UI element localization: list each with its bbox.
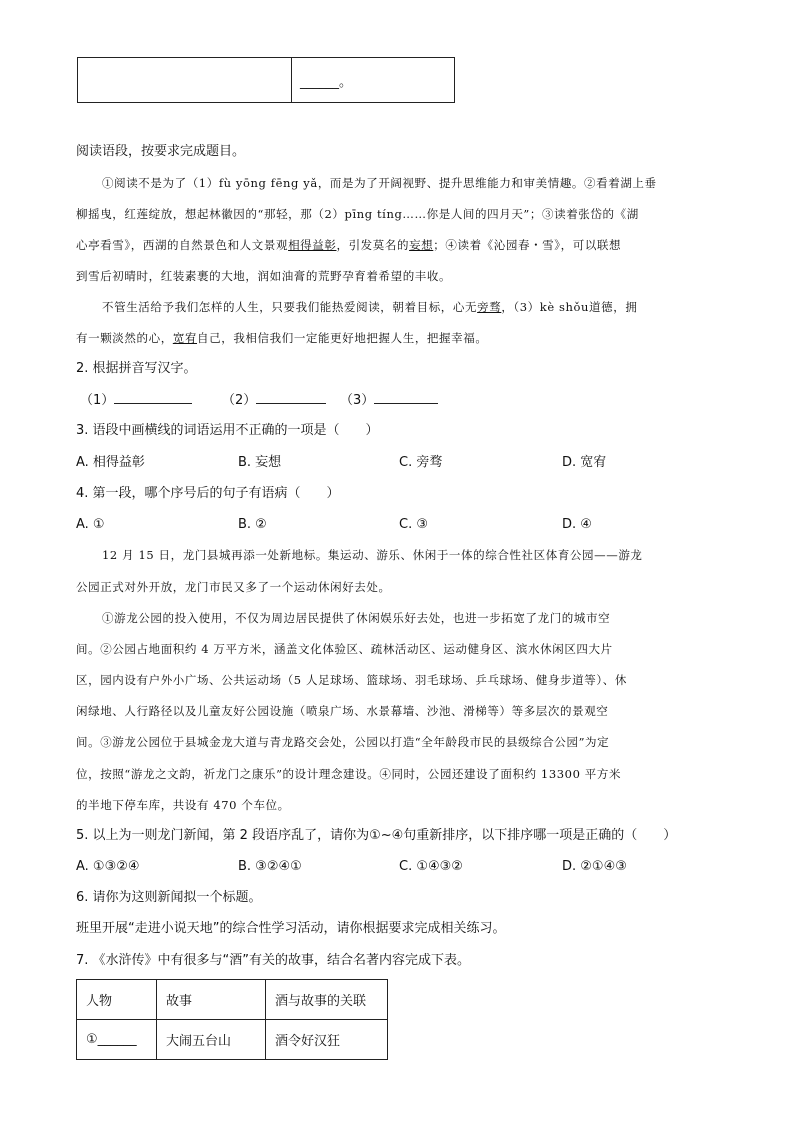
q4-option-a[interactable]: A. ① xyxy=(76,517,105,532)
question-7-title: 7. 《水浒传》中有很多与“酒”有关的故事，结合名著内容完成下表。 xyxy=(76,953,471,968)
table-header-row xyxy=(77,980,388,1020)
passage1-line: 心亭看雪》，西湖的自然景色和人文景观相得益彰，引发莫名的妄想；④读着《沁园春・雪》，可以联想 xyxy=(76,238,622,252)
q2-blank-3[interactable]: （3） xyxy=(340,391,438,410)
passage2-line: 间。②公园占地面积约 4 万平方米，涵盖文化体验区、疏林活动区、运动健身区、滨水休闲区四大片 xyxy=(76,642,613,656)
table-header: 人物 xyxy=(77,980,157,1020)
passage2-line: 间。③游龙公园位于县城金龙大道与青龙路交会处，公园以打造“全年龄段市民的县级综合公园”为定 xyxy=(76,735,610,749)
q2-blank-1[interactable]: （1） xyxy=(80,391,192,410)
question-2-title: 2. 根据拼音写汉字。 xyxy=(76,361,197,376)
q4-option-d[interactable]: D. ④ xyxy=(562,517,592,532)
table-header: 故事 xyxy=(157,980,266,1020)
question-3-title: 3. 语段中画横线的词语运用不正确的一项是（ ） xyxy=(76,423,379,438)
passage1-line: 不管生活给予我们怎样的人生，只要我们能热爱阅读，朝着目标，心无旁骛，（3）kè shǒu道德，拥 xyxy=(102,300,638,314)
answer-table-top xyxy=(77,57,455,103)
underlined-word: 旁骛 xyxy=(477,300,502,314)
q5-option-c[interactable]: C. ①④③② xyxy=(399,859,463,874)
q3-option-a[interactable]: A. 相得益彰 xyxy=(76,455,145,470)
q5-option-a[interactable]: A. ①③②④ xyxy=(76,859,140,874)
underlined-word: 相得益彰 xyxy=(288,238,337,252)
q4-option-c[interactable]: C. ③ xyxy=(399,517,428,532)
passage2-line: 位，按照“游龙之文韵，祈龙门之康乐”的设计理念建设。④同时，公园还建设了面积约 13300 平方米 xyxy=(76,767,622,781)
passage2-line: 区，园内设有户外小广场、公共运动场（5 人足球场、篮球场、羽毛球场、乒乓球场、健身步道等）、休 xyxy=(76,673,627,687)
table-cell: 大闹五台山 xyxy=(157,1020,266,1060)
passage2-line: ①游龙公园的投入使用，不仅为周边居民提供了休闲娱乐好去处，也进一步拓宽了龙门的城市空 xyxy=(102,611,611,625)
question-4-title: 4. 第一段，哪个序号后的句子有语病（ ） xyxy=(76,486,340,501)
question-5-title: 5. 以上为一则龙门新闻，第 2 段语序乱了，请你为①~④句重新排序，以下排序哪一项是正确的（ ） xyxy=(76,828,677,843)
passage1-line: 到雪后初晴时，红装素裹的大地，润如油膏的荒野孕育着希望的丰收。 xyxy=(76,269,452,283)
q3-option-c[interactable]: C. 旁骛 xyxy=(399,455,443,470)
reading-instruction: 阅读语段，按要求完成题目。 xyxy=(76,144,246,159)
table-header: 酒与故事的关联 xyxy=(266,980,388,1020)
passage2-line: 公园正式对外开放，龙门市民又多了一个运动休闲好去处。 xyxy=(76,580,391,594)
table-cell-blank[interactable]: ①______ xyxy=(77,1020,157,1060)
activity-instruction: 班里开展“走进小说天地”的综合性学习活动，请你根据要求完成相关练习。 xyxy=(76,921,506,936)
table-cell-answer: ______。 xyxy=(292,58,455,103)
q5-option-b[interactable]: B. ③②④① xyxy=(238,859,302,874)
q2-blank-2[interactable]: （2） xyxy=(222,391,326,410)
table-cell: 酒令好汉狂 xyxy=(266,1020,388,1060)
shuihu-table xyxy=(76,979,388,1060)
question-6-title: 6. 请你为这则新闻拟一个标题。 xyxy=(76,890,262,905)
table-row xyxy=(77,1020,388,1060)
underlined-word: 宽宥 xyxy=(172,331,198,345)
q5-option-d[interactable]: D. ②①④③ xyxy=(562,859,627,874)
q3-option-d[interactable]: D. 宽宥 xyxy=(562,455,607,470)
underlined-word: 妄想 xyxy=(409,238,434,252)
passage1-line: 有一颗淡然的心，宽宥自己，我相信我们一定能更好地把握人生，把握幸福。 xyxy=(76,331,488,345)
passage2-line: 的半地下停车库，共设有 470 个车位。 xyxy=(76,798,290,812)
passage1-line: ①阅读不是为了（1）fù yōng fēng yǎ，而是为了开阔视野、提升思维能力和审美情趣。②看着湖上垂 xyxy=(102,176,657,190)
passage2-line: 12 月 15 日，龙门县城再添一处新地标。集运动、游乐、休闲于一体的综合性社区体育公园——游龙 xyxy=(102,548,643,562)
passage1-line: 柳摇曳，红莲绽放，想起林徽因的“那轻，那（2）pīng tíng……你是人间的四月天”；③读着张岱的《湖 xyxy=(76,207,639,221)
q4-option-b[interactable]: B. ② xyxy=(238,517,267,532)
table-cell xyxy=(78,58,292,103)
q3-option-b[interactable]: B. 妄想 xyxy=(238,455,282,470)
passage2-line: 闲绿地、人行路径以及儿童友好公园设施（喷泉广场、水景幕墙、沙池、滑梯等）等多层次的景观空 xyxy=(76,704,609,718)
